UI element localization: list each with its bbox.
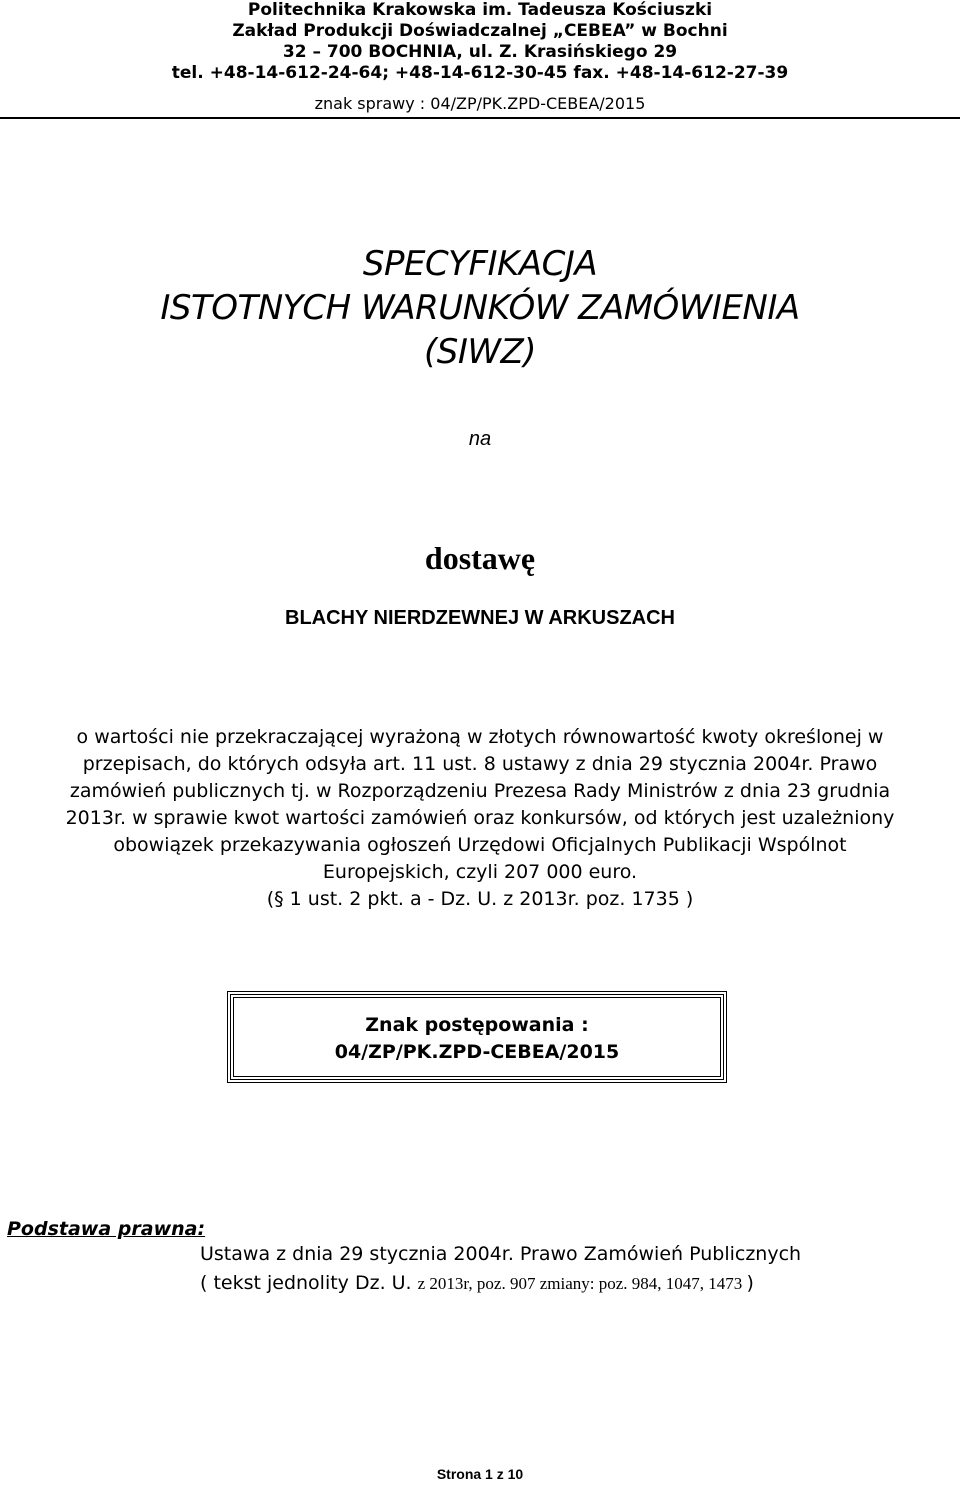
procedure-label: Znak postępowania :	[365, 1014, 589, 1036]
legal-basis-line-2	[200, 1272, 754, 1294]
header-address: 32 – 700 BOCHNIA, ul. Z. Krasińskiego 29	[282, 42, 678, 62]
value-line-2: przepisach, do których odsyła art. 11 ust. 8 ustawy z dnia 29 stycznia 2004r. Prawo	[82, 753, 878, 775]
legal-basis-label: Podstawa prawna:	[7, 1218, 206, 1240]
value-line-5: obowiązek przekazywania ogłoszeń Urzędowi Oficjalnych Publikacji Wspólnot	[113, 834, 847, 856]
header-case-number: znak sprawy : 04/ZP/PK.ZPD-CEBEA/2015	[314, 94, 646, 113]
legal-basis-line-2-part-b: z 2013r, poz. 907 zmiany: poz. 984, 1047, 1473	[417, 1274, 747, 1293]
title-line-3: (SIWZ)	[423, 332, 537, 372]
header-institution: Politechnika Krakowska im. Tadeusza Kościuszki	[247, 0, 713, 20]
value-line-6: Europejskich, czyli 207 000 euro.	[322, 861, 638, 883]
value-line-3: zamówień publicznych tj. w Rozporządzeniu Prezesa Rady Ministrów z dnia 23 grudnia	[69, 780, 891, 802]
title-line-1: SPECYFIKACJA	[362, 244, 598, 284]
procedure-number-box	[230, 994, 724, 1080]
document-title	[0, 242, 960, 374]
value-paragraph	[0, 724, 960, 913]
procurement-type: dostawę	[424, 540, 536, 576]
header-contact: tel. +48-14-612-24-64; +48-14-612-30-45 fax. +48-14-612-27-39	[171, 63, 789, 83]
legal-basis-line-2-part-a: ( tekst jednolity Dz. U.	[200, 1272, 418, 1294]
value-line-1: o wartości nie przekraczającej wyrażoną w złotych równowartość kwoty określonej w	[76, 726, 884, 748]
value-line-7: (§ 1 ust. 2 pkt. a - Dz. U. z 2013r. poz. 1735 )	[266, 888, 694, 910]
document-header	[0, 0, 960, 84]
legal-basis-line-1: Ustawa z dnia 29 stycznia 2004r. Prawo Zamówień Publicznych	[200, 1243, 802, 1265]
page-number: Strona 1 z 10	[436, 1466, 524, 1482]
procedure-number: 04/ZP/PK.ZPD-CEBEA/2015	[334, 1041, 620, 1063]
legal-basis-line-2-part-c: )	[746, 1272, 754, 1294]
header-divider	[0, 117, 960, 119]
title-line-2: ISTOTNYCH WARUNKÓW ZAMÓWIENIA	[160, 288, 800, 328]
title-connector: na	[468, 428, 492, 450]
value-line-4: 2013r. w sprawie kwot wartości zamówień oraz konkursów, od których jest uzależniony	[65, 807, 895, 829]
procurement-subject: BLACHY NIERDZEWNEJ W ARKUSZACH	[285, 607, 675, 629]
header-department: Zakład Produkcji Doświadczalnej „CEBEA” w Bochni	[232, 21, 728, 41]
